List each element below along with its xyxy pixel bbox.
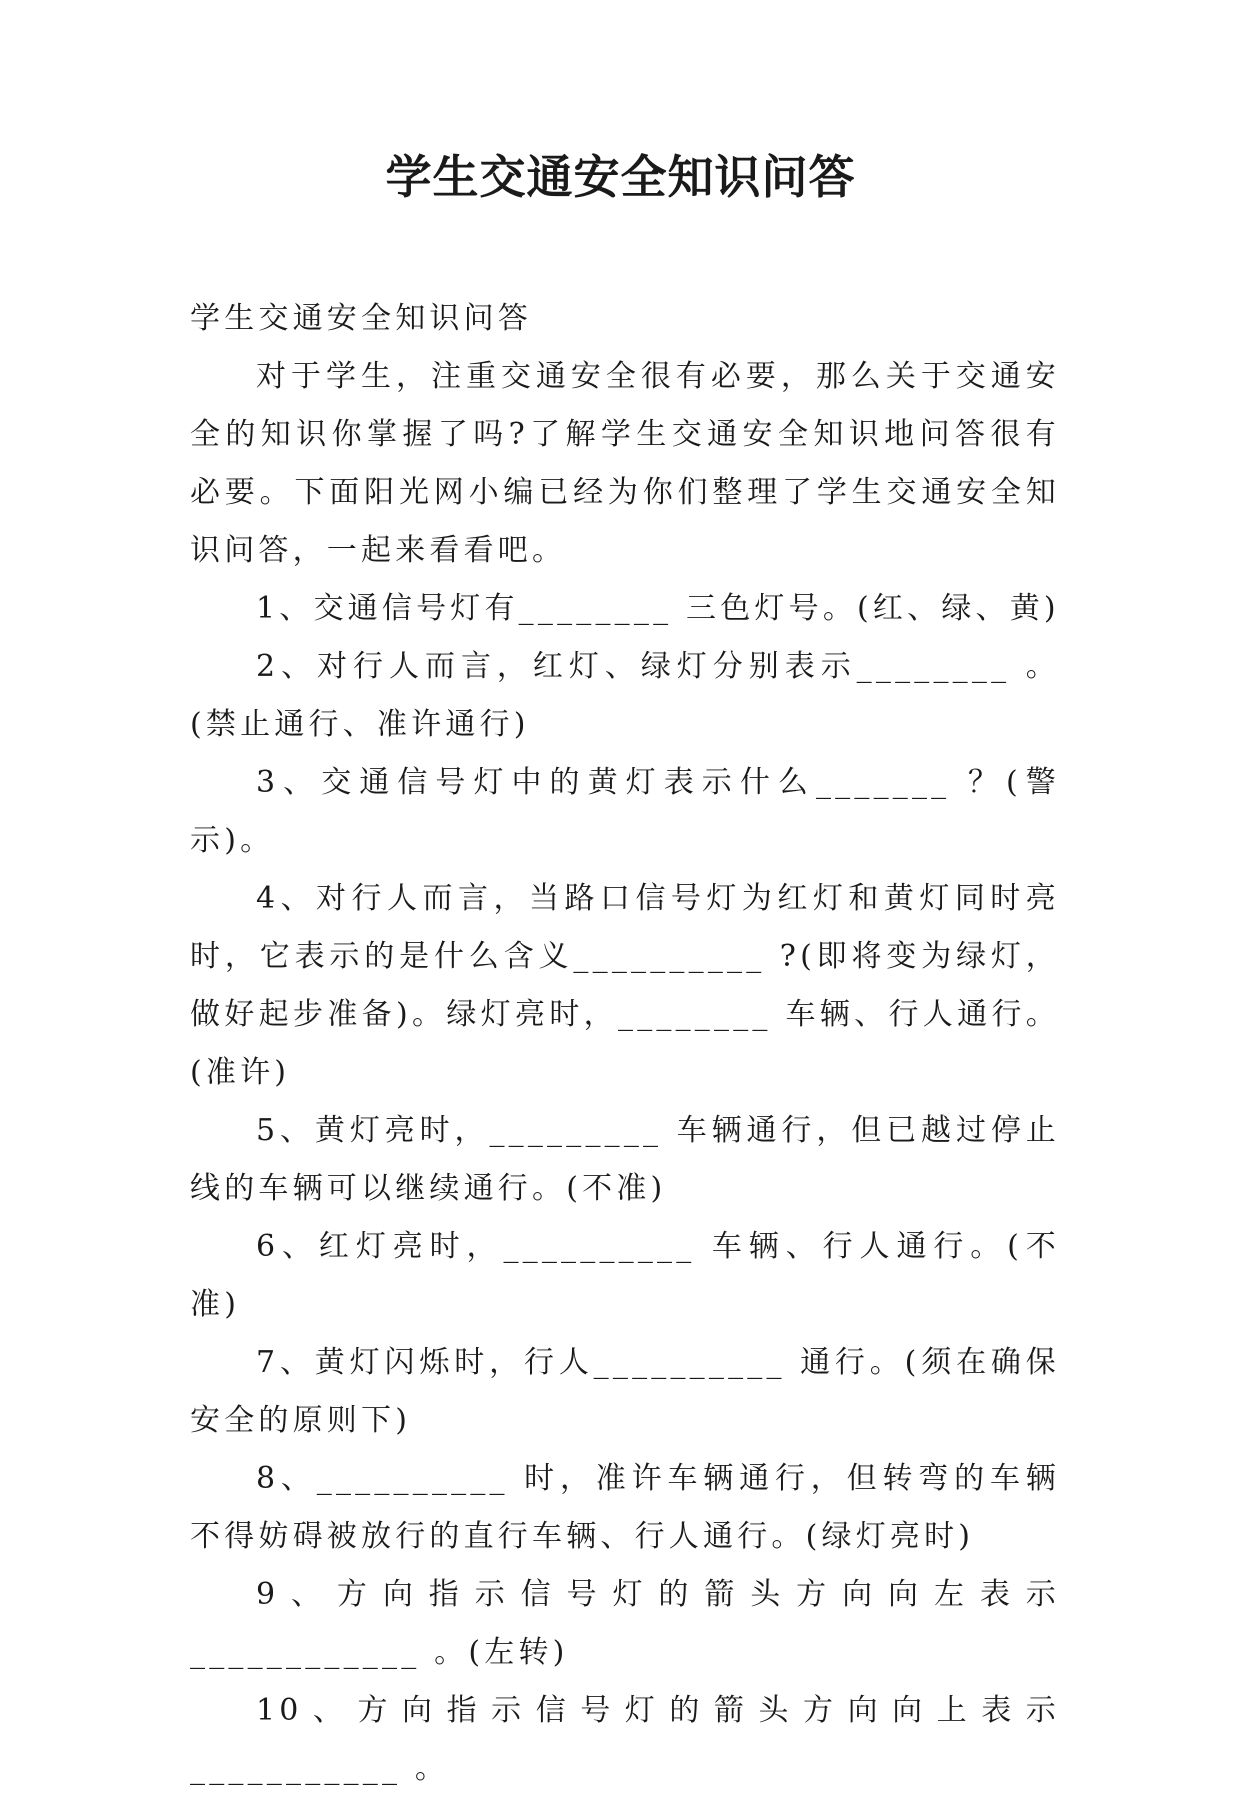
question-9: 9、方向指示信号灯的箭头方向向左表示____________ 。(左转) bbox=[190, 1577, 1060, 1670]
question-8: 8、__________ 时，准许车辆通行，但转弯的车辆不得妨碍被放行的直行车辆、行人通行。(绿灯亮时) bbox=[190, 1461, 1060, 1554]
document-body bbox=[190, 290, 1060, 1798]
question-3: 3、交通信号灯中的黄灯表示什么_______ ？(警示)。 bbox=[190, 765, 1060, 858]
question-1: 1、交通信号灯有________ 三色灯号。(红、绿、黄) bbox=[256, 591, 1060, 626]
question-5: 5、黄灯亮时，_________ 车辆通行，但已越过停止线的车辆可以继续通行。(不准) bbox=[190, 1113, 1060, 1206]
document-subtitle: 学生交通安全知识问答 bbox=[190, 301, 532, 336]
question-2: 2、对行人而言，红灯、绿灯分别表示________ 。(禁止通行、准许通行) bbox=[190, 649, 1060, 742]
question-10: 10、方向指示信号灯的箭头方向向上表示___________ 。 bbox=[190, 1693, 1060, 1786]
question-4: 4、对行人而言，当路口信号灯为红灯和黄灯同时亮时，它表示的是什么含义__________ ?(即将变为绿灯，做好起步准备)。绿灯亮时，________ 车辆、行人通行。(准许) bbox=[190, 881, 1060, 1090]
question-7: 7、黄灯闪烁时，行人__________ 通行。(须在确保安全的原则下) bbox=[190, 1345, 1060, 1438]
question-6: 6、红灯亮时，__________ 车辆、行人通行。(不准) bbox=[190, 1229, 1060, 1322]
intro-paragraph: 对于学生，注重交通安全很有必要，那么关于交通安全的知识你掌握了吗?了解学生交通安全知识地问答很有必要。下面阳光网小编已经为你们整理了学生交通安全知识问答，一起来看看吧。 bbox=[190, 359, 1060, 568]
document-title: 学生交通安全知识问答 bbox=[385, 150, 856, 204]
